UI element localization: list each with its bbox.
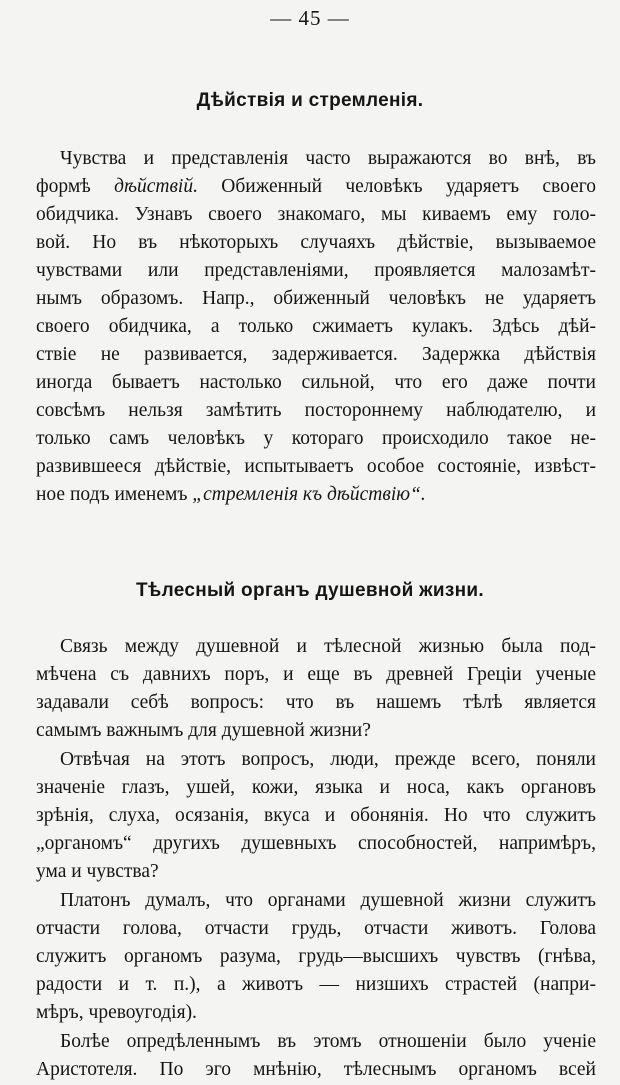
emphasis-text: дѣйствій. (114, 176, 198, 197)
text-line: Аристотеля. По эго мнѣнію, тѣлеснымъ органомъ всей (36, 1059, 596, 1080)
text-line: нымъ образомъ. Напр., обиженный человѣкъ не ударяетъ (36, 288, 596, 309)
page-number: — 45 — (270, 6, 350, 30)
text-line: ума и чувства? (36, 861, 159, 882)
text-fragment: ное подъ именемъ (36, 484, 193, 505)
text-line: ствіе не развивается, задерживается. Задержка дѣйствія (36, 344, 596, 365)
text-line: вой. Но въ нѣкоторыхъ случаяхъ дѣйствіе, вызываемое (36, 232, 596, 253)
text-line: радости и т. п.), а животъ — низшихъ страстей (напри- (36, 974, 596, 995)
text-line: только самъ человѣкъ у котораго происходило такое не- (36, 428, 596, 449)
text-line: мѣръ, чревоугодія). (36, 1002, 197, 1023)
text-line: зрѣнія, слуха, осязанія, вкуса и обонянія. Но что служитъ (36, 805, 596, 826)
text-line: мѣчена съ давнихъ поръ, и еще въ древней Греціи ученые (36, 664, 596, 685)
text-line: Платонъ думалъ, что органами душевной жизни служитъ (60, 890, 596, 911)
text-fragment: формѣ (36, 176, 115, 197)
text-line (36, 485, 596, 505)
text-line: обидчика. Узнавъ своего знакомаго, мы киваемъ ему голо- (36, 204, 596, 225)
text-line: самымъ важнымъ для душевной жизни? (36, 720, 371, 741)
text-line: чувствами или представленіями, проявляется малозамѣт- (36, 260, 596, 281)
text-line: Чувства и представленія часто выражаются во внѣ, въ (60, 148, 596, 169)
text-line (36, 177, 596, 197)
text-line: иногда бываетъ настолько сильной, что его даже почти (36, 372, 596, 393)
emphasis-text: „стремленія къ дѣйствію“. (192, 484, 426, 505)
text-fragment: Обиженный человѣкъ ударяетъ своего (197, 176, 596, 197)
text-line: „органомъ“ другихъ душевныхъ способностей, напримѣръ, (36, 833, 596, 854)
text-line: задавали себѣ вопросъ: что въ нашемъ тѣлѣ является (36, 692, 596, 713)
text-line: своего обидчика, а только сжимаетъ кулакъ. Здѣсь дѣй- (36, 316, 596, 337)
text-line: совсѣмъ нельзя замѣтить постороннему наблюдателю, и (36, 400, 596, 421)
text-line: Отвѣчая на этотъ вопросъ, люди, прежде всего, поняли (60, 749, 596, 770)
text-line: значеніе глазъ, ушей, кожи, языка и носа, какъ органовъ (36, 777, 596, 798)
text-line: Связь между душевной и тѣлесной жизнью была под- (60, 636, 596, 657)
section-heading-actions: Дѣйствія и стремленія. (196, 90, 424, 111)
text-line: Болѣе опредѣленнымъ въ этомъ отношеніи было ученіе (60, 1031, 596, 1052)
text-line: отчасти голова, отчасти грудь, отчасти животъ. Голова (36, 918, 596, 939)
text-line: служитъ органомъ разума, грудь—высшихъ чувствъ (гнѣва, (36, 946, 596, 967)
text-line: развившееся дѣйствіе, испытываетъ особое состояніе, извѣст- (36, 456, 596, 477)
section-heading-bodily-organ: Тѣлесный органъ душевной жизни. (136, 580, 484, 601)
